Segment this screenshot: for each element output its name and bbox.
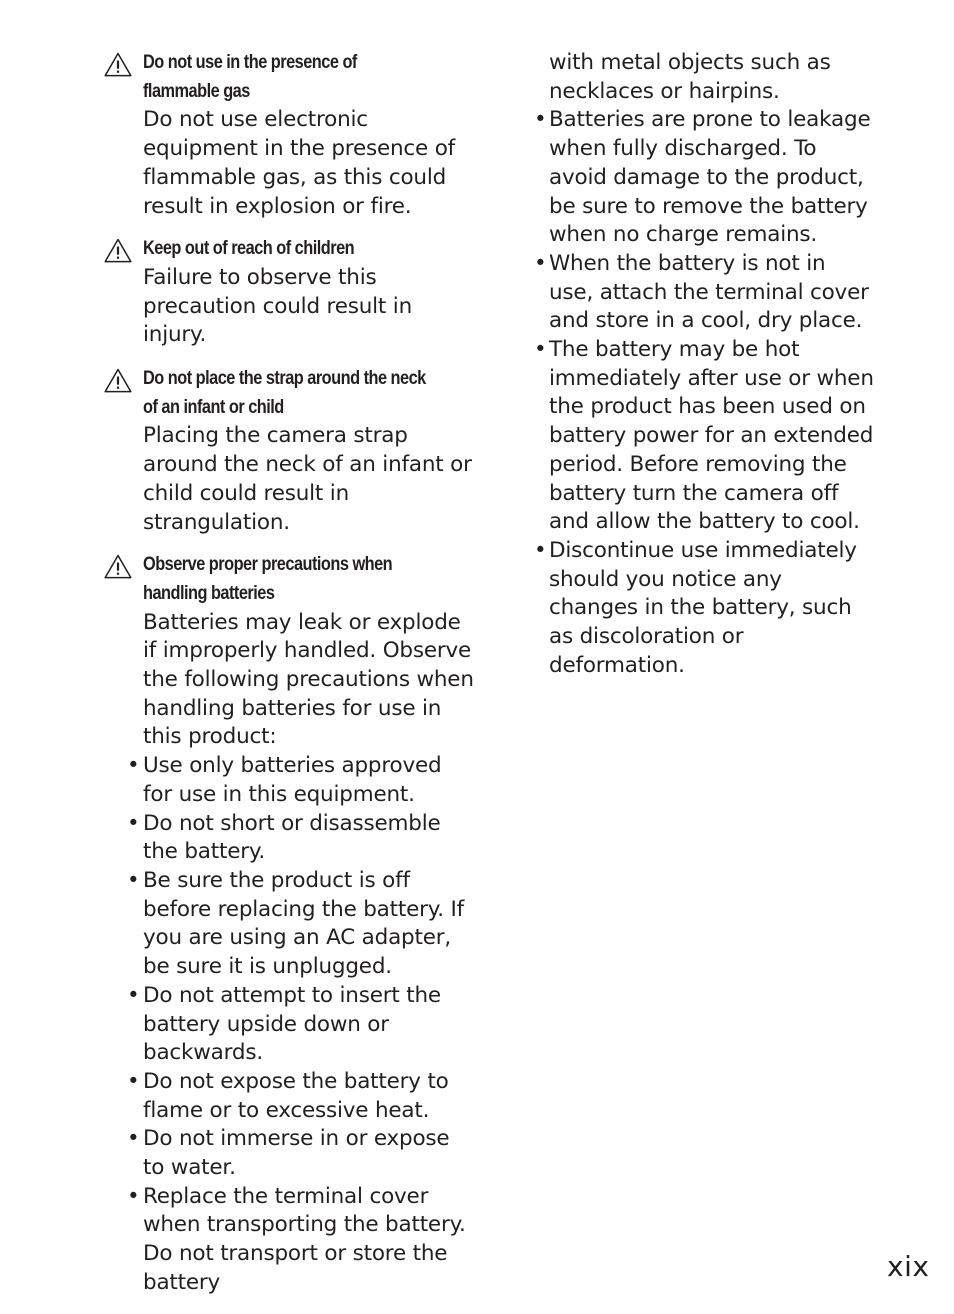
section-heading-line: Observe proper precautions when	[143, 554, 393, 576]
list-item: • Batteries are prone to leakage when fully discharged. To avoid damage to the product, be sure to remove the battery when no charge remains.	[534, 106, 874, 250]
section-body: Failure to observe this precaution could result in injury.	[143, 264, 412, 348]
list-item: • Replace the terminal cover when transporting the battery. Do not transport or store the battery	[104, 1183, 474, 1298]
section-heading-line: flammable gas	[143, 80, 250, 102]
warning-icon	[104, 554, 132, 579]
section-body: Do not use electronic equipment in the presence of flammable gas, as this could result in explosion or fire.	[143, 107, 456, 219]
list-item: • Do not attempt to insert the battery upside down or backwards.	[104, 982, 474, 1068]
section-heading-line: Do not use in the presence of	[143, 52, 357, 73]
warning-icon	[104, 52, 132, 77]
list-item: • Do not short or disassemble the battery.	[104, 810, 474, 867]
section-batteries	[104, 551, 474, 1297]
page-number: xix	[887, 1250, 930, 1283]
section-heading-line: Do not place the strap around the neck	[143, 368, 426, 390]
section-heading-line: of an infant or child	[143, 396, 284, 418]
list-item: • Discontinue use immediately should you notice any changes in the battery, such as discoloration or deformation.	[534, 537, 874, 681]
warning-icon	[104, 238, 132, 263]
list-item: • Be sure the product is off before replacing the battery. If you are using an AC adapter, be sure it is unplugged.	[104, 867, 474, 982]
section-heading-line: Keep out of reach of children	[143, 238, 355, 260]
right-column	[534, 49, 874, 680]
left-column	[104, 49, 474, 1298]
list-item: • The battery may be hot immediately after use or when the product has been used on battery power for an extended period. Before removing the battery turn the camera off and allow the battery to cool.	[534, 336, 874, 537]
section-flammable-gas	[104, 49, 474, 221]
section-strap	[104, 365, 474, 537]
section-body: Placing the camera strap around the neck of an infant or child could result in strangulation.	[143, 423, 472, 535]
section-body: Batteries may leak or explode if improperly handled. Observe the following precautions when handling batteries for use in this product:	[143, 609, 474, 750]
section-heading-line: handling batteries	[143, 582, 275, 604]
list-item: • Use only batteries approved for use in this equipment.	[104, 752, 474, 809]
section-children	[104, 235, 474, 350]
battery-precautions-list-continued	[534, 106, 874, 680]
list-item-continuation: with metal objects such as necklaces or hairpins.	[549, 50, 831, 104]
battery-precautions-list	[104, 752, 474, 1297]
list-item: • Do not immerse in or expose to water.	[104, 1125, 474, 1182]
list-item: • Do not expose the battery to flame or to excessive heat.	[104, 1068, 474, 1125]
warning-icon	[104, 368, 132, 393]
list-item: • When the battery is not in use, attach the terminal cover and store in a cool, dry place.	[534, 250, 874, 336]
